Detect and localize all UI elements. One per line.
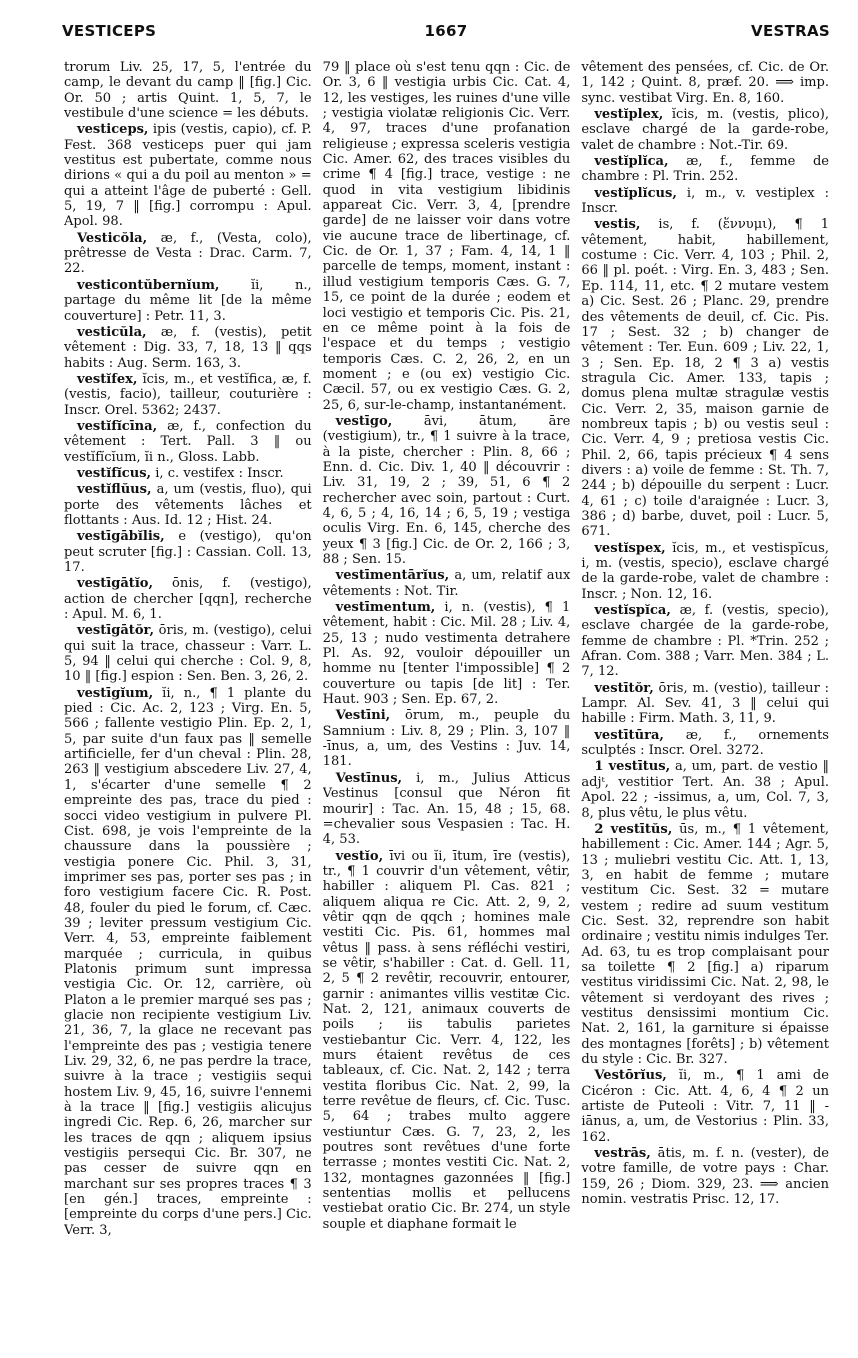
entry-headword: 2 vestītŭs, <box>594 821 673 837</box>
entry-continuation <box>323 60 571 413</box>
entry-headword: vestrās, <box>594 1146 651 1162</box>
entry-text: ipis (vestis, capio), cf. P. Fest. 368 vesticeps puer qui jam vestitus est pubertate, comme nous dirions « qui a du poil au menton » = qui a atteint l'âge de puberté : Gell. 5, 19, 7 ‖ [fig.] corrompu : Apul. Apol. 98. <box>64 122 312 230</box>
entry-headword: vestīgo, <box>335 413 393 429</box>
entry-headword: vestītŏr, <box>594 680 654 696</box>
entry-headword: vestīgĭum, <box>77 685 154 701</box>
entry-text: ĭi, n., partage du même lit [de la même couverture] : Petr. 11, 3. <box>64 277 312 324</box>
entry-headword: Vestīni, <box>335 708 391 724</box>
dictionary-entry <box>64 623 312 684</box>
entry-text: e (vestigo), qu'on peut scruter [fig.] : Cassian. Coll. 13, 17. <box>64 529 312 575</box>
dictionary-entry <box>581 681 829 727</box>
dictionary-entry <box>581 1068 829 1145</box>
dictionary-entry <box>581 1146 829 1207</box>
dictionary-entry <box>323 600 571 707</box>
dictionary-entry <box>323 708 571 769</box>
dictionary-entry <box>64 231 312 277</box>
dictionary-entry <box>323 414 571 567</box>
entry-headword: vestĭplĭca, <box>594 154 669 170</box>
column-right <box>581 60 829 1345</box>
dictionary-entry <box>64 278 312 324</box>
dictionary-entry <box>323 771 571 848</box>
dictionary-entry <box>581 822 829 1068</box>
dictionary-entry <box>64 372 312 418</box>
dictionary-entry <box>581 759 829 820</box>
entry-text: āvi, ātum, āre (vestigium), tr., ¶ 1 suivre à la trace, à la piste, chercher : Plin. 8, 66 ; Enn. d. Cic. Div. 1, 40 ‖ découvrir : Liv. 31, 19, 2 ; 39, 51, 6 ¶ 2 rechercher avec soin, partout : Curt. 4, 6, 5 ; 4, 16, 14 ; 6, 5, 19 ; vestiga oculis Virg. En. 6, 145, cherche des yeux ¶ 3 [fig.] Cic. de Or. 2, 166 ; 3, 88 ; Sen. 15. <box>322 413 571 567</box>
entry-headword: vestītūra, <box>594 727 664 743</box>
entry-headword: vestĭplĭcus, <box>594 185 677 201</box>
entry-text: æ, f., (Vesta, colo), prêtresse de Vesta : Drac. Carm. 7, 22. <box>64 230 312 277</box>
entry-text: vêtement des pensées, cf. Cic. de Or. 1, 142 ; Quint. 8, præf. 20. ⟹ imp. sync. vestibat Virg. En. 8, 160. <box>581 60 830 106</box>
dictionary-entry <box>581 186 829 217</box>
dictionary-entry <box>64 529 312 575</box>
column-middle <box>323 60 571 1345</box>
entry-headword: Vestōrĭus, <box>594 1068 667 1084</box>
dictionary-entry <box>323 849 571 1233</box>
column-left <box>64 60 312 1345</box>
dictionary-entry <box>64 419 312 465</box>
dictionary-entry <box>581 603 829 680</box>
dictionary-entry <box>64 325 312 371</box>
entry-text: a, um (vestis, fluo), qui porte des vêtements lâches et flottants : Aus. Id. 12 ; Hist. 24. <box>64 482 312 528</box>
entry-headword: 1 vestītus, <box>594 759 671 775</box>
entry-text: ūs, m., ¶ 1 vêtement, habillement : Cic. Amer. 144 ; Agr. 5, 13 ; muliebri vestitu Cic. Att. 1, 13, 3, en habit de femme ; mutare vestitum Cic. Sest. 32 = mutare vestem ; redire ad suum vestitum Cic. Sest. 32, reprendre son habit ordinaire ; vestitu nimis indulges Ter. Ad. 63, tu es trop complaisant pour sa toilette ¶ 2 [fig.] a) riparum vestitus viridissimi Cic. Nat. 2, 98, le vêtement si verdoyant des rives ; vestitus densissimi montium Cic. Nat. 2, 161, la garniture si épaisse des montagnes [forêts] ; b) vêtement du style : Cic. Br. 327. <box>581 821 830 1067</box>
dictionary-entry <box>581 217 829 539</box>
entry-headword: vestīmentum, <box>335 600 436 616</box>
entry-text: trorum Liv. 25, 17, 5, l'entrée du camp, le devant du camp ‖ [fig.] Cic. Or. 50 ; artis Quint. 1, 5, 7, le vestibule d'une science = les débuts. <box>64 60 312 122</box>
entry-text: ātis, m. f. n. (vester), de votre famille, de votre pays : Char. 159, 26 ; Diom. 329, 23. ⟹ ancien nomin. vestratis Prisc. 12, 17. <box>581 1146 830 1208</box>
entry-headword: vestīgātŏr, <box>77 623 154 639</box>
entry-text: ĭi, n., ¶ 1 plante du pied : Cic. Ac. 2, 123 ; Virg. En. 5, 566 ; fallente vestigio Plin. Ep. 2, 1, 5, par suite d'un faux pas ‖ semelle artificielle, fer d'un cheval : Plin. 28, 263 ‖ vestigium abscedere Liv. 27, 4, 1, s'écarter d'une semelle ¶ 2 empreinte des pas, trace du pied : socci video vestigium in pulvere Pl. Cist. 698, je vois l'empreinte de la chaussure dans la poussière ; vestigia ponere Cic. Phil. 3, 31, imprimer ses pas, porter ses pas ; in foro vestigium facere Cic. R. Post. 48, fouler du pied le forum, cf. Cæc. 39 ; leviter pressum vestigium Cic. Verr. 4, 53, empreinte faiblement marquée ; curricula, in quibus Platonis primum sunt impressa vestigia Cic. Or. 12, carrière, où Platon a le premier marqué ses pas ; glacie non recipiente vestigium Liv. 21, 36, 7, la glace ne recevant pas l'empreinte des pas ; vestigia tenere Liv. 29, 32, 6, ne pas perdre la trace, suivre à la trace ; vestigiis sequi hostem Liv. 9, 45, 16, suivre l'ennemi à la trace ‖ [fig.] vestigiis alicujus ingredi Cic. Rep. 6, 26, marcher sur les traces de qqn ; aliquem ipsius vestigiis persequi Cic. Br. 307, ne pas cesser de suivre qqn en marchant sur ses propres traces ¶ 3 [en gén.] traces, empreinte : [empreinte du corps d'une pers.] Cic. Verr. 3, <box>64 685 312 1238</box>
dictionary-columns <box>64 60 829 1345</box>
entry-headword: vestĭplex, <box>594 107 664 123</box>
entry-headword: vestĭfĭcus, <box>77 465 152 481</box>
dictionary-entry <box>581 541 829 602</box>
entry-continuation <box>581 60 829 106</box>
entry-headword: vestĭfex, <box>77 371 138 387</box>
dictionary-entry <box>581 728 829 759</box>
entry-headword: vestis, <box>594 217 641 233</box>
dictionary-entry <box>64 466 312 481</box>
entry-continuation <box>64 60 312 121</box>
entry-text: ĭcis, m., et vestĭfica, æ, f. (vestis, facio), tailleur, couturière : Inscr. Orel. 5362; 2437. <box>64 371 312 418</box>
entry-text: ĭcis, m. (vestis, plico), esclave chargé de la garde-robe, valet de chambre : Not.-Tir. 69. <box>581 107 830 153</box>
entry-text: ĭi, m., ¶ 1 ami de Cicéron : Cic. Att. 4, 6, 4 ¶ 2 un artiste de Puteoli : Vitr. 7, 11 ‖ -iānus, a, um, de Vestorius : Plin. 33, 162. <box>581 1068 830 1145</box>
entry-text: īvi ou ĭi, ītum, īre (vestis), tr., ¶ 1 couvrir d'un vêtement, vêtir, habiller : aliquem Pl. Cas. 821 ; aliquem aliqua re Cic. Att. 2, 9, 2, vêtir qqn de qqch ; homines male vestiti Cic. Pis. 61, hommes mal vêtus ‖ pass. à sens réfléchi vestiri, se vêtir, s'habiller : Cat. d. Gell. 11, 2, 5 ¶ 2 revêtir, recouvrir, entourer, garnir : animantes villis vestitæ Cic. Nat. 2, 121, animaux couverts de poils ; iis tabulis parietes vestiebantur Cic. Verr. 4, 122, les murs étaient revêtus de ces tableaux, cf. Cic. Nat. 2, 142 ; terra vestita floribus Cic. Nat. 2, 99, la terre revêtue de fleurs, cf. Cic. Tusc. 5, 64 ; trabes multo aggere vestiuntur Cæs. G. 7, 23, 2, les poutres sont revêtues d'une forte terrasse ; montes vestiti Cic. Nat. 2, 132, montagnes gazonnées ‖ [fig.] sententias mollis et pellucens vestiebat oratio Cic. Br. 274, un style souple et diaphane formait le <box>322 848 571 1232</box>
entry-text: a, um, relatif aux vêtements : Not. Tir. <box>322 568 571 599</box>
dictionary-entry <box>581 154 829 185</box>
entry-headword: vestīgābĭlis, <box>77 529 165 545</box>
entry-headword: vestĭfĭcīna, <box>77 418 158 434</box>
entry-text: i, c. vestifex : Inscr. <box>151 465 284 481</box>
entry-text: ōnis, f. (vestigo), action de chercher [qqn], recherche : Apul. M. 6, 1. <box>64 576 312 623</box>
entry-text: i, m., Julius Atticus Vestinus [consul que Néron fit mourir] : Tac. An. 15, 48 ; 15, 68. =chevalier sous Vespasien : Tac. H. 4, 53. <box>322 770 571 848</box>
page-header <box>62 22 830 46</box>
dictionary-entry <box>581 107 829 153</box>
dictionary-entry <box>323 568 571 599</box>
entry-headword: Vesticŏla, <box>77 230 148 246</box>
entry-headword: Vestīnus, <box>335 770 403 786</box>
dictionary-entry <box>64 482 312 528</box>
entry-headword: vestīmentārĭus, <box>335 568 450 584</box>
dictionary-entry <box>64 122 312 229</box>
entry-text: æ, f., confection du vêtement : Tert. Pall. 3 ‖ ou vestĭfĭcĭum, ĭi n., Gloss. Labb. <box>64 418 312 465</box>
entry-headword: vesticeps, <box>77 122 149 138</box>
entry-text: æ, f., ornements sculptés : Inscr. Orel. 3272. <box>581 727 830 759</box>
entry-text: i, m., v. vestiplex : Inscr. <box>581 185 830 217</box>
dictionary-entry <box>64 686 312 1238</box>
entry-text: i, n. (vestis), ¶ 1 vêtement, habit : Cic. Mil. 28 ; Liv. 4, 25, 13 ; nudo vestimenta detrahere Pl. As. 92, vouloir dépouiller un homme nu [tenter l'impossible] ¶ 2 couverture ou tapis [de lit] : Ter. Haut. 903 ; Sen. Ep. 67, 2. <box>322 600 571 708</box>
entry-headword: vestĭspex, <box>594 540 666 556</box>
right-running-head: VESTRAS <box>751 22 830 40</box>
entry-text: æ, f. (vestis, specio), esclave chargée de la garde-robe, femme de chambre : Pl. *Trin. 252 ; Afran. Com. 388 ; Varr. Men. 384 ; L. 7, 12. <box>581 603 830 680</box>
left-running-head: VESTICEPS <box>62 22 157 40</box>
entry-text: 79 ‖ place où s'est tenu qqn : Cic. de Or. 3, 6 ‖ vestigia urbis Cic. Cat. 4, 12, les vestiges, les ruines d'une ville ; vestigia violatæ religionis Cic. Verr. 4, 97, traces d'une profanation religieuse ; expressa sceleris vestigia Cic. Amer. 62, des traces visibles du crime ¶ 4 [fig.] trace, vestige : ne quod in vita vestigium libidinis appareat Cic. Verr. 3, 4, [prendre garde] de ne laisser voir dans votre vie aucune trace de libertinage, cf. Cic. de Or. 1, 37 ; Fam. 4, 14, 1 ‖ parcelle de temps, moment, instant : illud vestigium temporis Cæs. G. 7, 15, ce point de la durée ; eodem et loci vestigio et temporis Cic. Pis. 21, en ce même point à la fois de l'espace et du temps ; vestigio temporis Cæs. C. 2, 26, 2, en un moment ; e (ou ex) vestigio Cic. Cæcil. 57, ou ex vestigio Cæs. G. 2, 25, 6, sur-le-champ, instantanément. <box>322 60 571 413</box>
dictionary-entry <box>64 576 312 622</box>
entry-text: ōris, m. (vestio), tailleur : Lampr. Al. Sev. 41, 3 ‖ celui qui habille : Firm. Math. 3, 11, 9. <box>581 680 830 727</box>
entry-headword: vestĭspĭca, <box>594 603 671 619</box>
entry-text: ōrum, m., peuple du Samnium : Liv. 8, 29 ; Plin. 3, 107 ‖ -īnus, a, um, des Vestins : Juv. 14, 181. <box>322 708 571 770</box>
entry-headword: vestĭflŭus, <box>77 482 152 498</box>
entry-text: is, f. (ἕννυμι), ¶ 1 vêtement, habit, habillement, costume : Cic. Verr. 4, 103 ; Phil. 2, 66 ‖ pl. poét. : Virg. En. 3, 483 ; Sen. Ep. 114, 11, etc. ¶ 2 mutare vestem a) Cic. Sest. 26 ; Planc. 29, prendre des vêtements de deuil, cf. Cic. Pis. 17 ; Sest. 32 ; b) changer de vêtement : Ter. Eun. 609 ; Liv. 22, 1, 3 ; Sen. Ep. 18, 2 ¶ 3 a) vestis stragula Cic. Amer. 133, tapis ; domus plena multæ stragulæ vestis Cic. Verr. 2, 35, maison garnie de nombreux tapis ; b) ou vestis seul : Cic. Verr. 4, 9 ; pretiosa vestis Cic. Phil. 2, 66, tapis précieux ¶ 4 sens divers : a) voile de femme : St. Th. 7, 244 ; b) dépouille du serpent : Lucr. 4, 61 ; c) toile d'araignée : Lucr. 3, 386 ; d) barbe, duvet, poil : Lucr. 5, 671. <box>581 217 830 540</box>
entry-headword: vesticŭla, <box>77 324 147 340</box>
entry-text: a, um, part. de vestio ‖ adjᵗ, vestitior Tert. An. 38 ; Apul. Apol. 22 ; -issimus, a, um, Col. 7, 3, 8, plus vêtu, le plus vêtu. <box>581 759 830 821</box>
entry-text: ĭcis, m., et vestispĭcus, i, m. (vestis, specio), esclave chargé de la garde-robe, valet de chambre : Inscr. ; Non. 12, 16. <box>581 540 830 602</box>
entry-text: ōris, m. (vestigo), celui qui suit la trace, chasseur : Varr. L. 5, 94 ‖ celui qui cherche : Col. 9, 8, 10 ‖ [fig.] espion : Sen. Ben. 3, 26, 2. <box>64 623 312 685</box>
entry-headword: vesticontŭbernĭum, <box>77 277 220 293</box>
entry-headword: vestĭo, <box>335 848 384 864</box>
page-number: 1667 <box>424 22 468 40</box>
entry-headword: vestīgātĭo, <box>77 576 154 592</box>
entry-text: æ, f., femme de chambre : Pl. Trin. 252. <box>581 154 830 185</box>
entry-text: æ, f. (vestis), petit vêtement : Dig. 33, 7, 18, 13 ‖ qqs habits : Aug. Serm. 163, 3. <box>64 324 312 371</box>
